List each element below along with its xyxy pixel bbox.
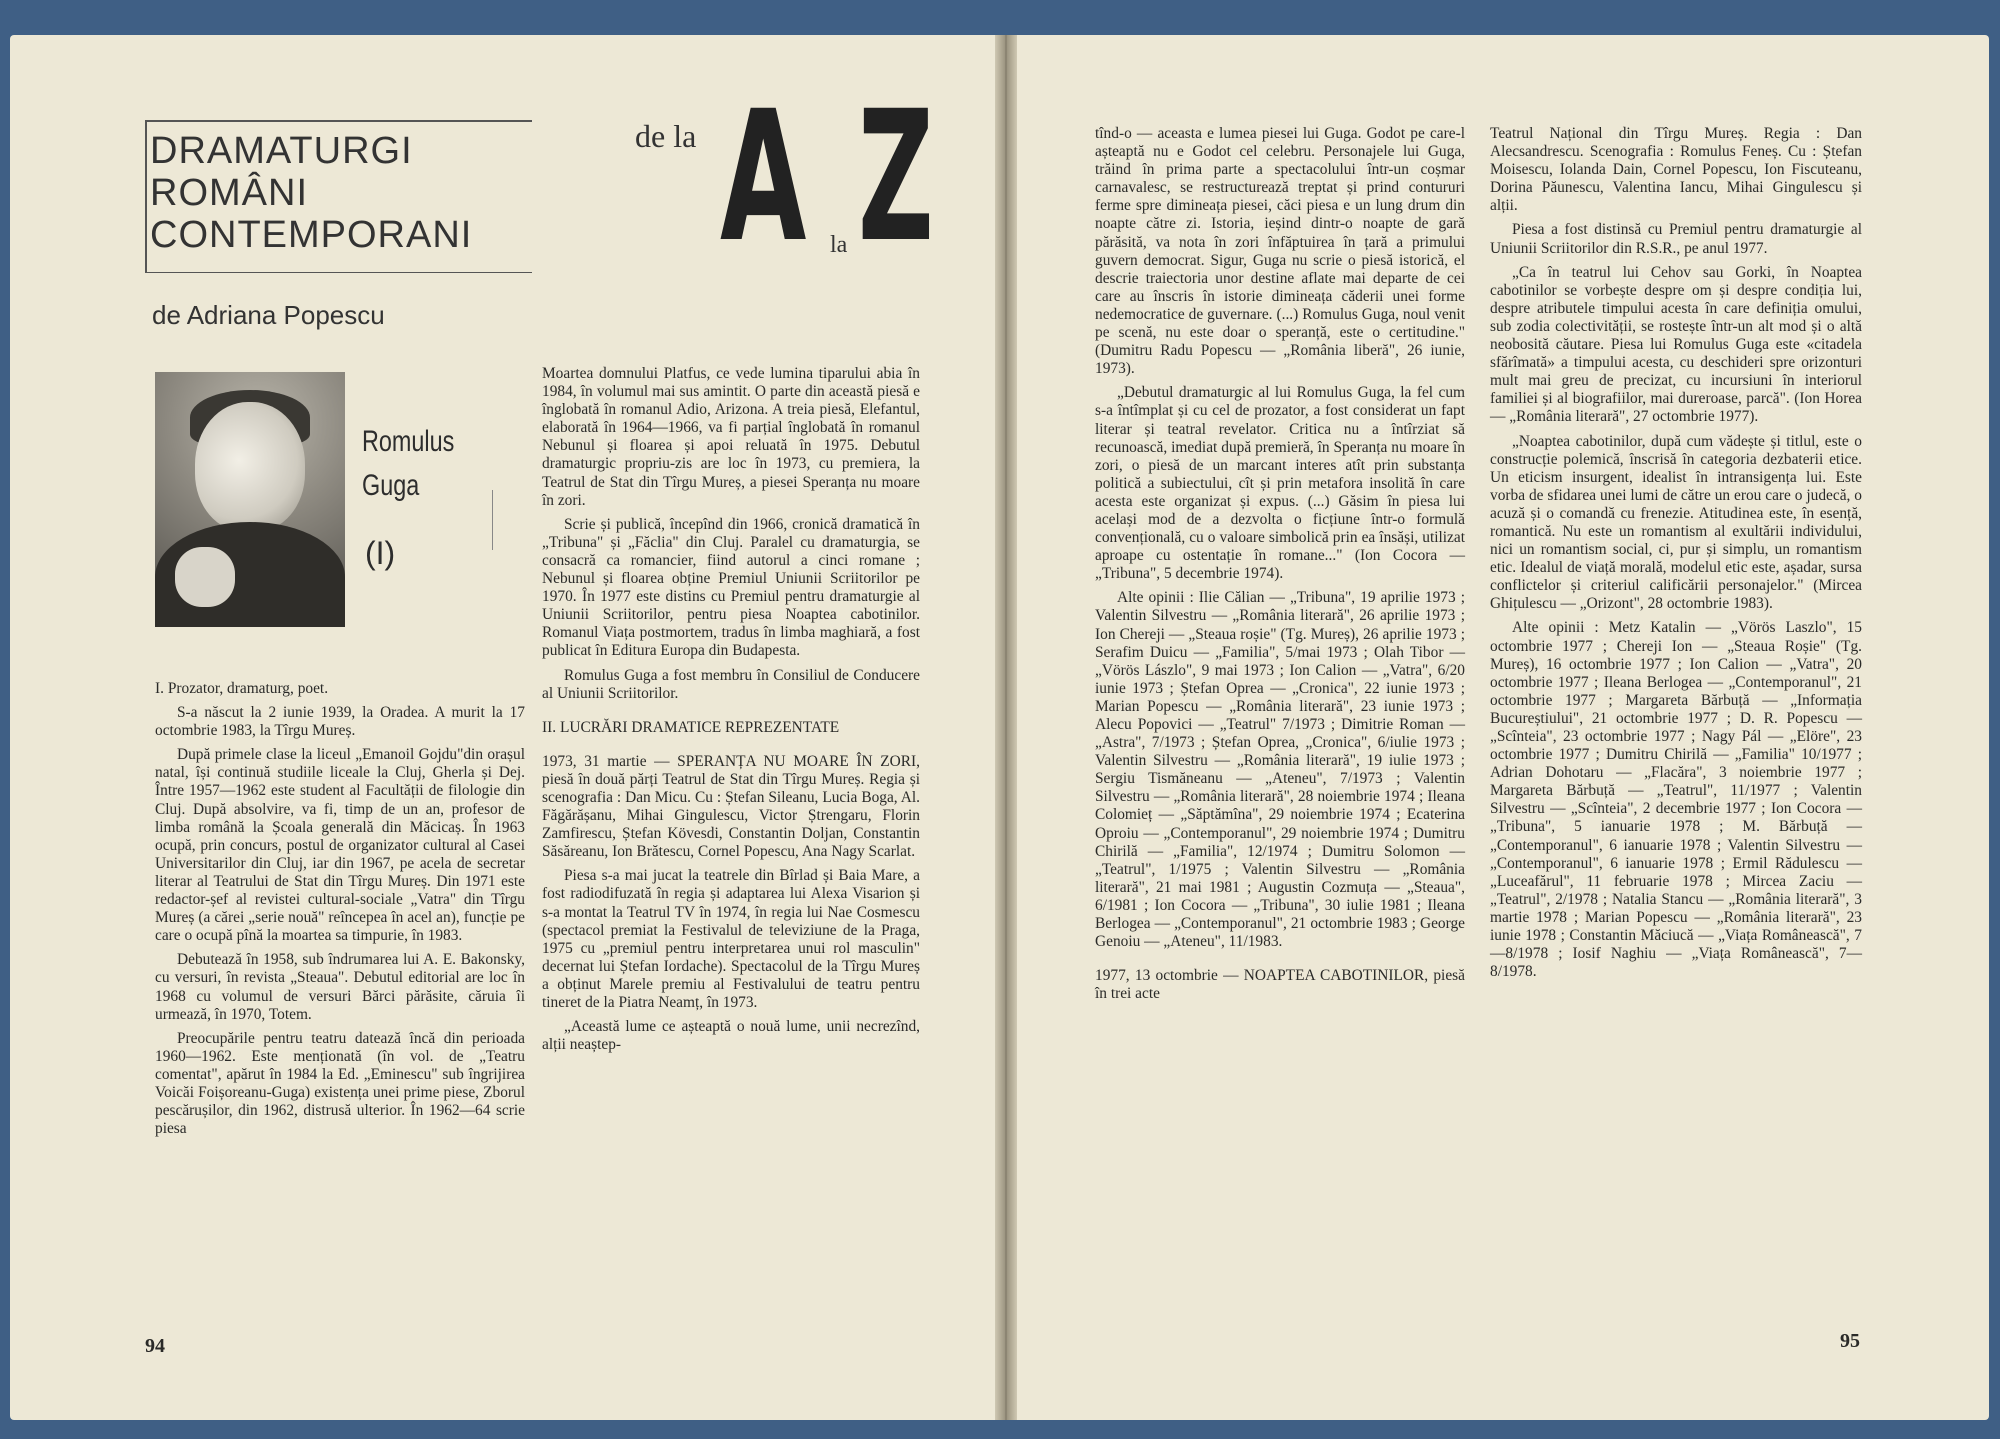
paragraph: Piesa a fost distinsă cu Premiul pentru dramaturgie al Uniunii Scriitorilor din R.S.R., pe anul 1977. — [1490, 221, 1862, 257]
paragraph: tînd-o — aceasta e lumea piesei lui Guga. Godot pe care-l așteaptă nu e Godot cel celebru. Personajele lui Guga, trăind în prima parte a spectacolului într-un coșmar carnavalesc, se restructurează treptat și prind contururi ferme spre dimineața piesei, căci piesa e un lung drum din noapte către zi. Istoria, ieșind dintr-o noapte de gară părăsită, va nota în zori înfăptuirea în țară a primului guvern democrat. Sigur, Guga nu scrie o piesă istorică, el descrie traiectoria unor destine aflate mai departe de cei care au înscris în istorie dimineața căderii unei forme nedemocratice de guvernare. (...) Romulus Guga, noul venit pe scenă, nu este doar o speranță, este o certitudine." (Dumitru Radu Popescu — „România liberă", 26 iunie, 1973). — [1095, 125, 1465, 378]
subject-name: Romulus Guga — [362, 425, 455, 502]
paragraph: Scrie și publică, începînd din 1966, cronică dramatică în „Tribuna" și „Făclia" din Cluj. Paralel cu dramaturgia, se consacră ca romancier, fiind autorul a cinci romane ; Nebunul și floarea obține Premiul Uniunii Scriitorilor pe 1970. În 1977 este distins cu Premiul pentru dramaturgie al Uniunii Scriitorilor, pentru piesa Noaptea cabotinilor. Romanul Viața postmortem, tradus în limba maghiară, a fost publicat în Editura Europa din Budapesta. — [542, 515, 920, 660]
paragraph: 1977, 13 octombrie — NOAPTEA CABOTINILOR, piesă în trei acte — [1095, 967, 1465, 1003]
letter-z: Z — [858, 73, 934, 282]
letter-a: A — [720, 73, 807, 282]
series-title: DRAMATURGI ROMÂNI CONTEMPORANI — [150, 130, 473, 256]
paragraph: După primele clase la liceul „Emanoil Gojdu"din orașul natal, își continuă studiile liceale la Cluj, Gherla și Dej. Între 1957—1962 este student al Facultății de filologie din Cluj. După absolvire, va fi, timp de un an, profesor de limba română la Școala generală din Măcicaș. În 1963 ocupă, prin concurs, postul de organizator cultural al Casei Universitarilor din Cluj, iar din 1967, pe acela de secretar literar al Teatrului de Stat din Tîrgu Mureș. Din 1971 este redactor-șef al revistei cultural-sociale „Vatra" din Tîrgu Mureș (a cărei „serie nouă" reîncepea în acel an), funcție pe care o ocupă pînă la moartea sa timpurie, în 1983. — [155, 746, 525, 945]
paragraph: Teatrul Național din Tîrgu Mureș. Regia : Dan Alecsandrescu. Scenografia : Romulus Feneș. Cu : Ștefan Moisescu, Iolanda Dain, Cornel Popescu, Ion Fiscuteanu, Dorina Păunescu, Valentina Iancu, Mihai Gingulescu și alții. — [1490, 125, 1862, 215]
paragraph: Alte opinii : Ilie Călian — „Tribuna", 19 aprilie 1973 ; Valentin Silvestru — „România literară", 26 aprilie 1973 ; Ion Chereji — „Steaua roșie" (Tg. Mureș), 26 aprilie 1973 ; Serafim Duicu — „Familia", 5/mai 1973 ; Olah Tibor — „Vörös Lászlo", 9 mai 1973 ; Ion Calion — „Vatra", 6/20 iunie 1973 ; Ștefan Oprea — „Cronica", 22 iunie 1973 ; Marian Popescu — „România literară", 23 iunie 1973 ; Alecu Popovici — „Teatrul" 7/1973 ; Dimitrie Roman — „Astra", 7/1973 ; Ștefan Oprea, „Cronica", 6/iulie 1973 ; Valentin Silvestru — „România literară", 19 iulie 1973 ; Sergiu Tismăneanu — „Ateneu", 7/1973 ; Valentin Silvestru — „România literară", 28 noiembrie 1974 ; Ileana Colomieț — „Săptămîna", 29 noiembrie 1974 ; Ecaterina Oproiu — „Contemporanul", 29 noiembrie 1974 ; Dumitru Chirilă — „Familia", 12/1974 ; Dumitru Solomon — „Teatrul", 1/1975 ; Valentin Silvestru — „România literară", 21 mai 1981 ; Augustin Cozmuța — „Steaua", 6/1981 ; Ion Cocora — „Tribuna", 30 iulie 1981 ; Ileana Berlogea — „Contemporanul", 21 octombrie 1983 ; George Genoiu — „Ateneu", 11/1983. — [1095, 589, 1465, 951]
la-label: la — [830, 232, 848, 258]
paragraph: „Debutul dramaturgic al lui Romulus Guga, la fel cum s-a întîmplat și cu cel de prozator, a fost considerat un fapt literar și teatral revelator. Critica nu a întîrziat să recunoască, imediat după premieră, în Speranța nu moare în zori, o piesă de un marcant interes atît prin substanța politică a subiectului, cît și prin metafora insolită în care acesta este organizat și expus. (...) Găsim în piesa lui același mod de a dezvolta o ficțiune într-o formulă convențională, cu o valoare simbolică prin ea însăși, utilizat aproape cu ostentație în romane..." (Ion Cocora — „Tribuna", 5 decembrie 1974). — [1095, 384, 1465, 583]
paragraph: 1973, 31 martie — SPERANȚA NU MOARE ÎN ZORI, piesă în două părți Teatrul de Stat din Tîrgu Mureș. Regia și scenografia : Dan Micu. Cu : Ștefan Sileanu, Lucia Boga, Al. Făgărășanu, Mihai Gingulescu, Victor Ștrengaru, Florin Zamfirescu, Ștefan Kövesdi, Constantin Doljan, Constantin Săsăreanu, Ion Brătescu, Cornel Popescu, Ana Nagy Scarlat. — [542, 752, 920, 861]
de-la-label: de la — [635, 118, 697, 154]
paragraph: II. LUCRĂRI DRAMATICE REPREZENTATE — [542, 718, 840, 736]
paragraph: Piesa s-a mai jucat la teatrele din Bîrlad și Baia Mare, a fost radiodifuzată în regia și adaptarea lui Alexa Visarion și s-a montat la Teatrul TV în 1974, în regia lui Nae Cosmescu (spectacol premiat la Festivalul de televiziune de la Praga, 1975 cu „premiul pentru interpretarea unui rol masculin" decernat lui Ștefan Iordache). Spectacolul de la Tîrgu Mureș a obținut Marele premiu al Festivalului de teatru pentru tineret de la Piatra Neamț, în 1973. — [542, 867, 920, 1011]
book-gutter — [995, 35, 1017, 1420]
left-column-1 — [155, 680, 525, 1144]
page-number-right: 95 — [1840, 1330, 1860, 1352]
paragraph: Romulus Guga a fost membru în Consiliul de Conducere al Uniunii Scriitorilor. — [542, 666, 920, 702]
column-rule — [492, 490, 493, 550]
right-column-1 — [1095, 125, 1465, 1009]
paragraph: „Noaptea cabotinilor, după cum vădește și titlul, este o construcție polemică, înscrisă în categoria dezbaterii etice. Un eticism insurgent, idealist în intransigența lui. Este vorba de sfidarea unei lumi de către un erou care o judecă, o acuză și o comandă cu frenezie. Atitudinea este, în esență, romantică. Nu este un romantism al exultării individului, nici un romantism social, ci, pur și simplu, un romantism etic. Idealul de viață morală, modelul etic este, așadar, sursa conflictelor și criteriul calificării personajelor." (Mircea Ghițulescu — „Orizont", 28 octombrie 1983). — [1490, 432, 1862, 613]
paragraph: S-a născut la 2 iunie 1939, la Oradea. A murit la 17 octombrie 1983, la Tîrgu Mureș. — [155, 704, 525, 740]
paragraph: Debutează în 1958, sub îndrumarea lui A. E. Bakonsky, cu versuri, în revista „Steaua". Debutul editorial are loc în 1968 cu volumul de versuri Bărci părăsite, căruia îi urmează, în 1970, Totem. — [155, 951, 525, 1023]
right-column-2 — [1490, 125, 1862, 987]
part-number: (I) — [365, 535, 396, 571]
paragraph: „Această lume ce așteaptă o nouă lume, unii necrezînd, alții neaștep- — [542, 1018, 920, 1054]
paragraph: Alte opinii : Metz Katalin — „Vörös Laszlo", 15 octombrie 1977 ; Chereji Ion — „Steaua Roșie" (Tg. Mureș), 16 octombrie 1977 ; Ion Calion — „Vatra", 20 octombrie 1977 ; Ileana Berlogea — „Contemporanul", 21 octombrie 1977 ; Margareta Bărbuță — „Informația Bucureștiului", 21 octombrie 1977 ; D. R. Popescu — „Scînteia", 23 octombrie 1977 ; Nagy Pál — „Elöre", 23 octombrie 1977 ; Dumitru Chirilă — „Familia" 10/1977 ; Adrian Dohotaru — „Flacăra", 3 noiembrie 1977 ; Margareta Bărbuță — „Teatrul", 11/1977 ; Valentin Silvestru — „Scînteia", 2 decembrie 1977 ; Ion Cocora — „Tribuna", 5 ianuarie 1978 ; M. Bărbuță — „Contemporanul", 6 ianuarie 1978 ; Valentin Silvestru — „Contemporanul", 6 ianuarie 1978 ; Ermil Rădulescu — „Luceafărul", 11 februarie 1978 ; Mircea Zaciu — „Teatrul", 2/1978 ; Natalia Stancu — „România literară", 3 martie 1978 ; Marian Popescu — „România literară", 23 iunie 1978 ; Constantin Măciucă — „Viața Românească", 7—8/1978 ; Iosif Naghiu — „Viața Românească", 7—8/1978. — [1490, 619, 1862, 981]
author-byline: de Adriana Popescu — [152, 300, 385, 330]
left-column-2 — [542, 365, 920, 1060]
portrait-photo — [155, 372, 345, 627]
paragraph: I. Prozator, dramaturg, poet. — [155, 680, 329, 697]
page-number-left: 94 — [145, 1335, 165, 1357]
paragraph: Moartea domnului Platfus, ce vede lumina tiparului abia în 1984, în volumul mai sus amintit. O parte din această piesă e înglobată în romanul Adio, Arizona. A treia piesă, Elefantul, elaborată în 1964—1966, va fi parțial înglobată în romanul Nebunul și floarea și apoi reluată în 1975. Debutul dramaturgic propriu-zis are loc în 1973, cu premiera, la Teatrul de Stat din Tîrgu Mureș, a piesei Speranța nu moare în zori. — [542, 365, 920, 509]
paragraph: Preocupările pentru teatru datează încă din perioada 1960—1962. Este menționată (în vol. de „Teatru comentat", apărut în 1984 la Ed. „Eminescu" sub îngrijirea Voicăi Foișoreanu-Guga) existența unei prime piese, Zborul pescărușilor, din 1962, distrusă ulterior. În 1962—64 scrie piesa — [155, 1029, 525, 1138]
paragraph: „Ca în teatrul lui Cehov sau Gorki, în Noaptea cabotinilor se vorbește despre om și despre condiția lui, despre atributele timpului acesta în care definiția omului, sub zodia colectivității, se rostește într-un alt mod și o altă neobosită căutare. Piesa lui Romulus Guga este «citadela sfărîmată» a timpului acesta, cu deschideri spre orizonturi mult mai greu de precizat, cu incursiuni în interiorul familiei și al biografiilor, mai dureroase, parcă". (Ion Horea — „România literară", 27 octombrie 1977). — [1490, 263, 1862, 426]
